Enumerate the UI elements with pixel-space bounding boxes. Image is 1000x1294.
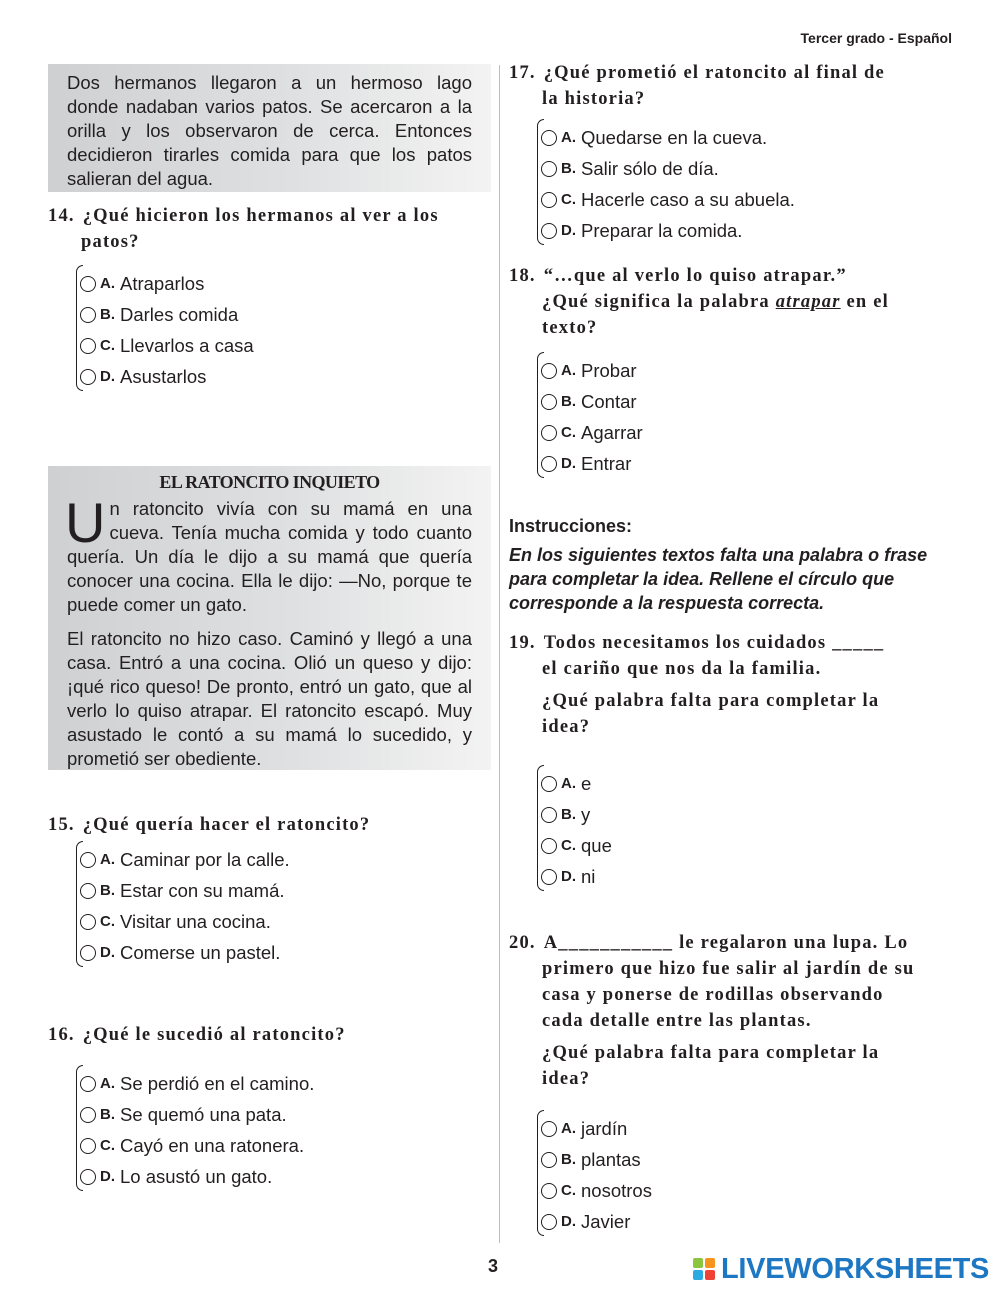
question-number: 17.: [509, 63, 536, 83]
option-17-b[interactable]: B. Salir sólo de día.: [541, 153, 961, 184]
page-number: 3: [488, 1256, 499, 1276]
column-divider: [499, 65, 500, 1243]
instructions-body: En los siguientes textos falta una palabra o frase para completar la idea. Rellene el círculo que corresponde a la respuesta correcta.: [509, 545, 928, 613]
drop-cap: U: [65, 491, 106, 554]
options-20: [541, 1113, 961, 1237]
option-19-d[interactable]: D. ni: [541, 861, 961, 892]
option-15-c[interactable]: C. Visitar una cocina.: [80, 906, 500, 937]
question-18: [509, 263, 979, 341]
option-16-c[interactable]: C. Cayó en una ratonera.: [80, 1130, 500, 1161]
story-box: [48, 466, 491, 770]
option-18-a[interactable]: A. Probar: [541, 355, 961, 386]
story-paragraph-1: Un ratoncito vivía con su mamá en una cueva. Tenía mucha comida y todo cuanto quería. Un día le dijo a su mamá que quería conocer una cocina. Ella le dijo: —No, porque te puede comer un gato.: [65, 491, 472, 615]
option-20-c[interactable]: C. nosotros: [541, 1175, 961, 1206]
option-19-b[interactable]: B. y: [541, 799, 961, 830]
options-bracket: [537, 352, 544, 478]
option-15-b[interactable]: B. Estar con su mamá.: [80, 875, 500, 906]
option-20-d[interactable]: D. Javier: [541, 1206, 961, 1237]
options-bracket: [76, 1065, 83, 1191]
option-14-d[interactable]: D. Asustarlos: [80, 361, 500, 392]
question-number: 18.: [509, 266, 536, 286]
question-text: “…que al verlo lo quiso atrapar.”: [543, 266, 847, 286]
question-text: ¿Qué le sucedió al ratoncito?: [82, 1025, 346, 1045]
option-18-b[interactable]: B. Contar: [541, 386, 961, 417]
question-text-cont: ¿Qué significa la palabra atrapar en el: [542, 292, 889, 312]
brand-name: LIVEWORKSHEETS: [721, 1252, 990, 1285]
option-17-c[interactable]: C. Hacerle caso a su abuela.: [541, 184, 961, 215]
options-19: [541, 768, 961, 892]
option-14-c[interactable]: C. Llevarlos a casa: [80, 330, 500, 361]
question-number: 19.: [509, 633, 536, 653]
question-text-cont: el cariño que nos da la familia.: [542, 659, 822, 679]
options-bracket: [537, 1110, 544, 1236]
option-15-d[interactable]: D. Comerse un pastel.: [80, 937, 500, 968]
question-17: [509, 60, 979, 112]
passage-box-lake: [48, 64, 491, 192]
option-16-d[interactable]: D. Lo asustó un gato.: [80, 1161, 500, 1192]
option-18-c[interactable]: C. Agarrar: [541, 417, 961, 448]
question-text-cont: casa y ponerse de rodillas observando: [542, 985, 884, 1005]
instructions-heading: Instrucciones:: [509, 516, 633, 536]
question-prompt-cont: idea?: [542, 1069, 591, 1089]
question-number: 14.: [48, 206, 75, 226]
question-prompt-cont: idea?: [542, 717, 591, 737]
question-text: ¿Qué prometió el ratoncito al final de: [543, 63, 885, 83]
option-18-d[interactable]: D. Entrar: [541, 448, 961, 479]
option-15-a[interactable]: A. Caminar por la calle.: [80, 844, 500, 875]
liveworksheets-logo: [693, 1252, 989, 1286]
options-bracket: [76, 841, 83, 967]
story-paragraph-2: El ratoncito no hizo caso. Caminó y llegó a una casa. Entró a una cocina. Olió un queso y dijo: ¡qué rico queso! De pronto, entró un gato, que al verlo lo quiso atrapar. El ratoncito escapó. Muy asustado le contó a su mamá lo sucedido, y prometió ser obediente.: [67, 628, 472, 769]
question-15: [48, 812, 498, 838]
options-bracket: [537, 119, 544, 245]
options-bracket: [537, 765, 544, 891]
question-text-cont: patos?: [81, 232, 140, 252]
question-text: ¿Qué hicieron los hermanos al ver a los: [82, 206, 439, 226]
question-text-cont: cada detalle entre las plantas.: [542, 1011, 812, 1031]
question-number: 20.: [509, 933, 536, 953]
question-text: A___________ le regalaron una lupa. Lo: [543, 933, 909, 953]
option-17-d[interactable]: D. Preparar la comida.: [541, 215, 961, 246]
question-text-cont: primero que hizo fue salir al jardín de su: [542, 959, 915, 979]
question-16: [48, 1022, 498, 1048]
option-17-a[interactable]: A. Quedarse en la cueva.: [541, 122, 961, 153]
question-text: ¿Qué quería hacer el ratoncito?: [82, 815, 371, 835]
options-16: [80, 1068, 500, 1192]
question-14: [48, 203, 498, 255]
option-16-a[interactable]: A. Se perdió en el camino.: [80, 1068, 500, 1099]
options-bracket: [76, 265, 83, 391]
options-18: [541, 355, 961, 479]
question-text-cont: la historia?: [542, 89, 646, 109]
option-19-c[interactable]: C. que: [541, 830, 961, 861]
option-16-b[interactable]: B. Se quemó una pata.: [80, 1099, 500, 1130]
question-19: [509, 630, 979, 740]
options-14: [80, 268, 500, 392]
option-20-b[interactable]: B. plantas: [541, 1144, 961, 1175]
highlighted-word: atrapar: [775, 292, 841, 312]
passage-lake-text: Dos hermanos llegaron a un hermoso lago donde nadaban varios patos. Se acercaron a la orilla y los observaron de cerca. Entonces decidieron tirarles comida para que los patos salieran del agua.: [67, 72, 472, 189]
options-15: [80, 844, 500, 968]
question-text-cont: texto?: [542, 318, 598, 338]
story-title: EL RATONCITO INQUIETO: [159, 472, 380, 492]
question-prompt: ¿Qué palabra falta para completar la: [542, 1043, 880, 1063]
logo-blocks-icon: [693, 1258, 715, 1280]
question-text: Todos necesitamos los cuidados _____: [543, 633, 885, 653]
option-14-b[interactable]: B. Darles comida: [80, 299, 500, 330]
grade-subject-label: Tercer grado - Español: [800, 30, 952, 46]
option-19-a[interactable]: A. e: [541, 768, 961, 799]
option-20-a[interactable]: A. jardín: [541, 1113, 961, 1144]
question-20: [509, 930, 979, 1092]
options-17: [541, 122, 961, 246]
question-number: 16.: [48, 1025, 75, 1045]
question-prompt: ¿Qué palabra falta para completar la: [542, 691, 880, 711]
option-14-a[interactable]: A. Atraparlos: [80, 268, 500, 299]
question-number: 15.: [48, 815, 75, 835]
